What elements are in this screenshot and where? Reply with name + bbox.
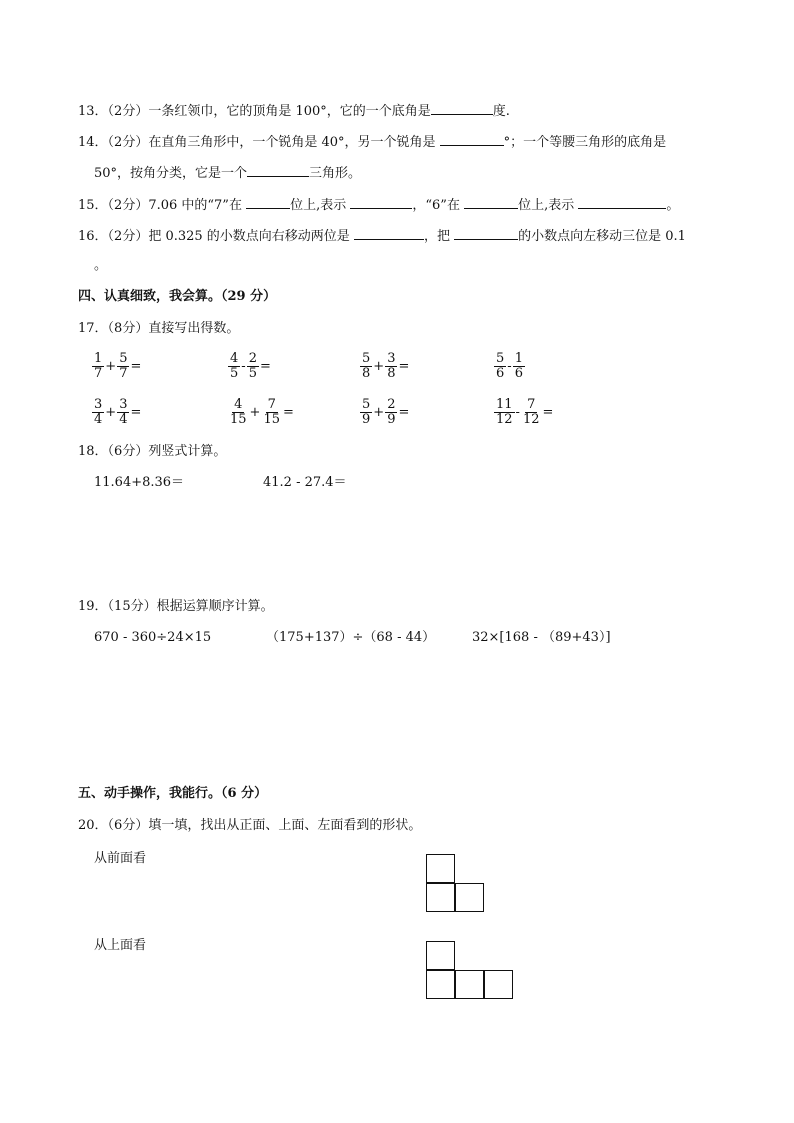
operator: + [105,405,117,420]
question-16-line2 [94,257,107,275]
operator: + [373,359,385,374]
denominator: 12 [496,412,513,427]
equals-sign: = [283,405,294,420]
fraction-expression [228,352,272,381]
numerator: 3 [387,351,396,366]
equals-sign: = [542,405,554,420]
numerator: 1 [94,351,103,366]
equals-sign: = [259,359,271,374]
numerator: 2 [248,351,257,366]
denominator: 6 [496,366,505,381]
equals-sign: = [130,405,142,420]
q18-expr-2: 41.2 - 27.4＝ [263,475,347,490]
top-view-label: 从上面看 [94,938,147,953]
q16-line2: 。 [94,258,108,273]
question-15 [78,196,679,215]
denominator: 7 [119,366,128,381]
front-view-cell [426,854,455,883]
q19-expr-1: 670 - 360÷24×15 [94,630,212,645]
operator: - [515,405,520,420]
question-13 [78,102,510,121]
q15-a: 位上,表示 [290,198,347,213]
question-16 [78,227,686,246]
fraction [92,398,104,427]
top-view-cell [426,970,455,999]
q19-expr-2: （175+137）÷（68 - 44） [266,630,436,645]
denominator: 9 [362,412,371,427]
q14-text: 14．（2分）在直角三角形中，一个锐角是 40°，另一个锐角是 [78,135,436,150]
fraction [494,398,515,427]
numerator: 3 [94,397,103,412]
q17-title: 17．（8分）直接写出得数。 [78,321,240,336]
numerator: 7 [527,397,536,412]
fraction-expression [360,398,410,427]
denominator: 5 [230,366,239,381]
fraction-expression [92,398,142,427]
q14-line2-post: 三角形。 [309,166,362,181]
top-view-cell [426,941,455,970]
equals-sign: = [130,359,142,374]
q16-blank-1[interactable] [354,227,424,240]
numerator: 5 [362,397,371,412]
fraction [385,398,397,427]
numerator: 5 [119,351,128,366]
fraction [494,352,506,381]
front-view-label: 从前面看 [94,851,147,866]
numerator: 4 [230,351,239,366]
q15-end: 。 [666,198,680,213]
numerator: 4 [234,397,243,412]
numerator: 2 [387,397,396,412]
q13-blank[interactable] [431,102,493,115]
denominator: 5 [248,366,257,381]
q13-post: 度. [492,104,510,119]
denominator: 8 [362,366,371,381]
q19-title: 19．（15分）根据运算顺序计算。 [78,599,274,614]
numerator: 1 [514,351,523,366]
numerator: 5 [362,351,371,366]
q14-blank-1[interactable] [440,133,504,146]
q13-text: 13．（2分）一条红领巾，它的顶角是 100°，它的一个底角是 [78,104,431,119]
q16-blank-2[interactable] [454,227,518,240]
section-4-heading: 四、认真细致，我会算。（29 分） [78,289,277,304]
q16-b: 的小数点向左移动三位是 0.1 [518,229,686,244]
q15-blank-2[interactable] [350,196,412,209]
q14-line2-text: 50°，按角分类，它是一个 [94,166,248,181]
q20-title: 20．（6分）填一填，找出从正面、上面、左面看到的形状。 [78,818,422,833]
q16-text: 16．（2分）把 0.325 的小数点向右移动两位是 [78,229,350,244]
q18-expr-1: 11.64+8.36＝ [94,475,185,490]
fraction [92,352,104,381]
q14-mid: °；一个等腰三角形的底角是 [503,135,667,150]
fraction [513,352,525,381]
denominator: 9 [387,412,396,427]
equals-sign: = [398,405,410,420]
fraction-expression [494,352,527,381]
operator: - [507,359,512,374]
question-14-line2 [94,164,361,183]
operator: - [241,359,246,374]
equals-sign: = [398,359,410,374]
operator: + [105,359,117,374]
q18-title: 18．（6分）列竖式计算。 [78,444,227,459]
top-view-cell [484,970,513,999]
q14-blank-2[interactable] [247,164,309,177]
fraction [117,398,129,427]
denominator: 15 [230,412,247,427]
fraction [228,352,240,381]
q15-text: 15．（2分）7.06 中的“7”在 [78,198,242,213]
fraction [261,398,282,427]
fraction-expression [228,398,295,427]
fraction [247,352,259,381]
denominator: 15 [263,412,280,427]
fraction-expression [92,352,142,381]
fraction [360,352,372,381]
q15-blank-4[interactable] [578,196,666,209]
q19-expr-3: 32×[168 - （89+43）] [472,630,611,645]
denominator: 4 [94,412,103,427]
q15-blank-3[interactable] [464,196,518,209]
numerator: 7 [267,397,276,412]
denominator: 6 [514,366,523,381]
numerator: 5 [496,351,505,366]
denominator: 12 [522,412,540,427]
question-14 [78,133,666,152]
front-view-cell [455,883,484,912]
section-5-heading: 五、动手操作，我能行。（6 分） [78,786,268,801]
q15-blank-1[interactable] [246,196,290,209]
denominator: 7 [94,366,103,381]
operator: + [249,405,261,420]
top-view-cell [455,970,484,999]
q16-a: ，把 [423,229,450,244]
fraction-expression [494,398,554,427]
fraction [360,398,372,427]
operator: + [373,405,385,420]
numerator: 3 [119,397,128,412]
denominator: 4 [119,412,128,427]
front-view-cell [426,883,455,912]
fraction [117,352,129,381]
fraction [385,352,397,381]
fraction [228,398,249,427]
fraction-expression [360,352,410,381]
numerator: 11 [496,397,513,412]
denominator: 8 [387,366,396,381]
q15-b: ，“6”在 [412,198,460,213]
q15-c: 位上,表示 [518,198,575,213]
fraction [521,398,542,427]
